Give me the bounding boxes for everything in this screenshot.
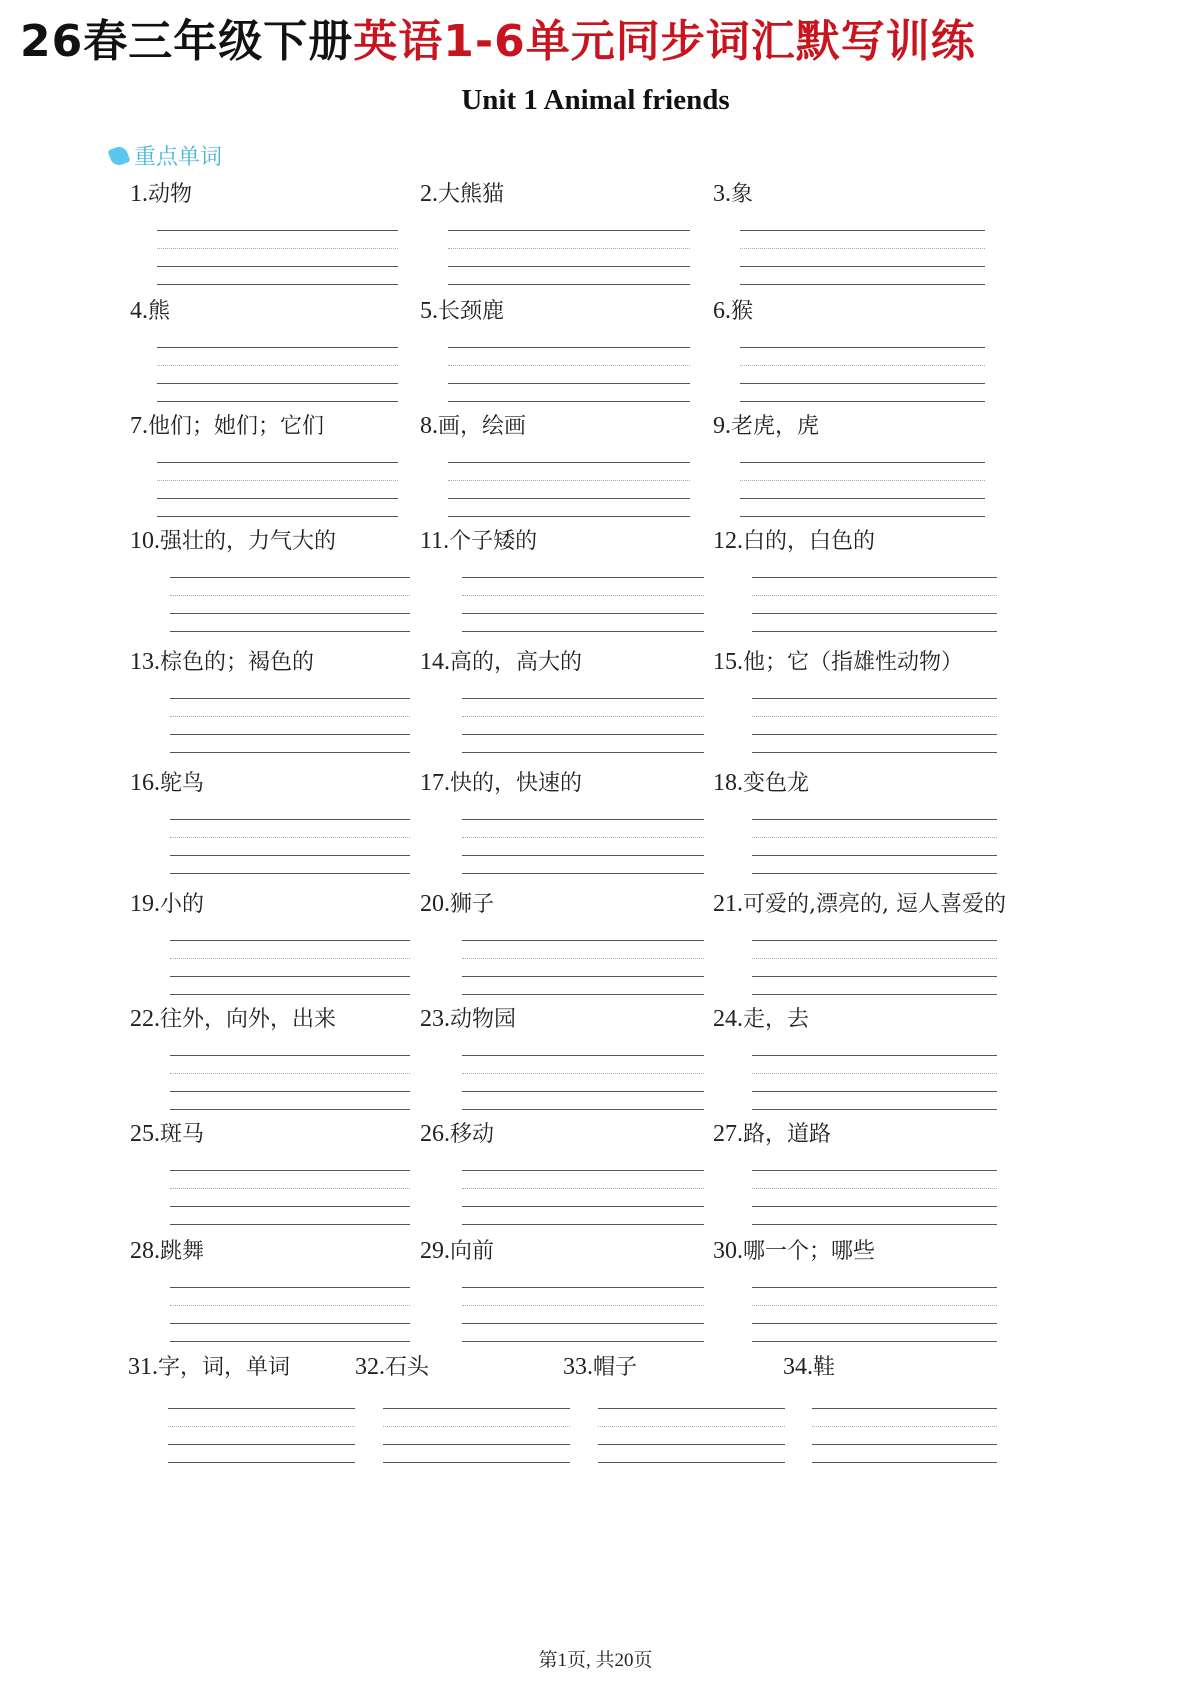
dotted-guide-line bbox=[448, 248, 690, 249]
vocab-prompt bbox=[130, 769, 204, 798]
vocab-prompt bbox=[420, 1120, 494, 1149]
item-number: 9. bbox=[713, 413, 731, 439]
item-meaning: 石头 bbox=[385, 1355, 430, 1380]
item-number: 11. bbox=[420, 528, 450, 554]
writing-lines[interactable] bbox=[170, 1287, 410, 1347]
item-number: 26. bbox=[420, 1121, 450, 1147]
guide-line bbox=[170, 734, 410, 735]
writing-lines[interactable] bbox=[462, 1055, 704, 1115]
guide-line bbox=[157, 498, 398, 499]
document-title bbox=[20, 14, 1180, 70]
vocab-prompt bbox=[420, 648, 582, 677]
item-meaning: 可爱的,漂亮的, 逗人喜爱的 bbox=[743, 892, 1006, 917]
vocab-prompt bbox=[420, 412, 526, 441]
guide-line bbox=[157, 462, 398, 463]
item-number: 1. bbox=[130, 181, 148, 207]
item-meaning: 个子矮的 bbox=[449, 529, 538, 554]
page-number: 第1页, 共20页 bbox=[538, 1650, 653, 1671]
item-number: 15. bbox=[713, 649, 743, 675]
item-meaning: 斑马 bbox=[160, 1122, 205, 1147]
vocab-prompt bbox=[130, 180, 192, 209]
vocab-prompt bbox=[420, 297, 504, 326]
dotted-guide-line bbox=[462, 595, 704, 596]
item-meaning: 大熊猫 bbox=[438, 182, 505, 207]
guide-line bbox=[168, 1408, 355, 1409]
dotted-guide-line bbox=[170, 1305, 410, 1306]
guide-line bbox=[752, 1323, 997, 1324]
guide-line bbox=[462, 994, 704, 995]
guide-line bbox=[170, 1224, 410, 1225]
guide-line bbox=[462, 698, 704, 699]
vocab-prompt bbox=[420, 1237, 494, 1266]
guide-line bbox=[752, 1287, 997, 1288]
guide-line bbox=[462, 1206, 704, 1207]
dotted-guide-line bbox=[598, 1426, 785, 1427]
guide-line bbox=[462, 1341, 704, 1342]
section-label: 重点单词 bbox=[134, 145, 223, 170]
guide-line bbox=[383, 1408, 570, 1409]
guide-line bbox=[462, 940, 704, 941]
item-meaning: 向前 bbox=[450, 1239, 495, 1264]
guide-line bbox=[170, 1287, 410, 1288]
dotted-guide-line bbox=[752, 1305, 997, 1306]
item-number: 12. bbox=[713, 528, 743, 554]
item-meaning: 移动 bbox=[450, 1122, 495, 1147]
dotted-guide-line bbox=[157, 480, 398, 481]
guide-line bbox=[448, 347, 690, 348]
writing-lines[interactable] bbox=[462, 940, 704, 1000]
vocab-prompt bbox=[130, 1237, 204, 1266]
vocab-prompt bbox=[130, 890, 204, 919]
dotted-guide-line bbox=[462, 1188, 704, 1189]
guide-line bbox=[598, 1462, 785, 1463]
guide-line bbox=[740, 383, 985, 384]
writing-lines[interactable] bbox=[740, 462, 985, 522]
item-number: 7. bbox=[130, 413, 148, 439]
guide-line bbox=[448, 284, 690, 285]
item-number: 3. bbox=[713, 181, 731, 207]
guide-line bbox=[812, 1408, 997, 1409]
guide-line bbox=[168, 1444, 355, 1445]
item-number: 23. bbox=[420, 1006, 450, 1032]
writing-lines[interactable] bbox=[170, 698, 410, 758]
vocab-prompt bbox=[713, 180, 753, 209]
item-number: 14. bbox=[420, 649, 450, 675]
item-number: 21. bbox=[713, 891, 743, 917]
item-meaning: 路，道路 bbox=[743, 1122, 832, 1147]
guide-line bbox=[170, 1109, 410, 1110]
item-number: 34. bbox=[783, 1354, 813, 1380]
item-meaning: 象 bbox=[731, 182, 754, 207]
guide-line bbox=[448, 462, 690, 463]
guide-line bbox=[170, 819, 410, 820]
guide-line bbox=[448, 516, 690, 517]
vocab-prompt bbox=[713, 297, 753, 326]
writing-lines[interactable] bbox=[752, 819, 997, 879]
guide-line bbox=[752, 994, 997, 995]
item-number: 29. bbox=[420, 1238, 450, 1264]
guide-line bbox=[752, 976, 997, 977]
guide-line bbox=[170, 873, 410, 874]
item-number: 16. bbox=[130, 770, 160, 796]
item-meaning: 跳舞 bbox=[160, 1239, 205, 1264]
dotted-guide-line bbox=[448, 480, 690, 481]
vocab-prompt bbox=[713, 648, 963, 677]
dotted-guide-line bbox=[170, 1073, 410, 1074]
guide-line bbox=[462, 613, 704, 614]
item-number: 19. bbox=[130, 891, 160, 917]
item-number: 33. bbox=[563, 1354, 593, 1380]
guide-line bbox=[462, 873, 704, 874]
vocab-prompt bbox=[783, 1353, 835, 1382]
guide-line bbox=[448, 401, 690, 402]
dotted-guide-line bbox=[462, 837, 704, 838]
dotted-guide-line bbox=[462, 1305, 704, 1306]
guide-line bbox=[448, 383, 690, 384]
guide-line bbox=[157, 347, 398, 348]
guide-line bbox=[170, 1323, 410, 1324]
writing-lines[interactable] bbox=[462, 1287, 704, 1347]
guide-line bbox=[462, 631, 704, 632]
vocab-prompt bbox=[130, 297, 170, 326]
dotted-guide-line bbox=[752, 1188, 997, 1189]
guide-line bbox=[740, 284, 985, 285]
unit-title: Unit 1 Animal friends bbox=[461, 84, 730, 116]
guide-line bbox=[157, 266, 398, 267]
guide-line bbox=[752, 1206, 997, 1207]
writing-lines[interactable] bbox=[157, 347, 398, 407]
guide-line bbox=[752, 940, 997, 941]
dotted-guide-line bbox=[170, 1188, 410, 1189]
guide-line bbox=[170, 940, 410, 941]
dotted-guide-line bbox=[170, 595, 410, 596]
item-meaning: 他；它（指雄性动物） bbox=[743, 650, 964, 675]
guide-line bbox=[170, 994, 410, 995]
dotted-guide-line bbox=[170, 716, 410, 717]
item-number: 5. bbox=[420, 298, 438, 324]
dotted-guide-line bbox=[383, 1426, 570, 1427]
guide-line bbox=[462, 577, 704, 578]
item-meaning: 鸵鸟 bbox=[160, 771, 205, 796]
vocab-prompt bbox=[713, 1120, 831, 1149]
guide-line bbox=[752, 698, 997, 699]
vocab-prompt bbox=[420, 527, 537, 556]
guide-line bbox=[462, 734, 704, 735]
guide-line bbox=[170, 631, 410, 632]
guide-line bbox=[752, 1109, 997, 1110]
dotted-guide-line bbox=[462, 716, 704, 717]
guide-line bbox=[170, 1341, 410, 1342]
item-meaning: 快的，快速的 bbox=[450, 771, 583, 796]
writing-lines[interactable] bbox=[752, 1055, 997, 1115]
vocab-prompt bbox=[713, 527, 875, 556]
dotted-guide-line bbox=[752, 837, 997, 838]
dotted-guide-line bbox=[168, 1426, 355, 1427]
guide-line bbox=[462, 855, 704, 856]
guide-line bbox=[740, 516, 985, 517]
vocab-prompt bbox=[130, 1005, 336, 1034]
vocab-prompt bbox=[420, 180, 504, 209]
item-number: 25. bbox=[130, 1121, 160, 1147]
item-meaning: 走，去 bbox=[743, 1007, 810, 1032]
guide-line bbox=[462, 1224, 704, 1225]
item-meaning: 往外，向外，出来 bbox=[160, 1007, 337, 1032]
item-meaning: 他们；她们；它们 bbox=[148, 414, 325, 439]
writing-lines[interactable] bbox=[157, 230, 398, 290]
guide-line bbox=[170, 1055, 410, 1056]
dotted-guide-line bbox=[740, 480, 985, 481]
item-meaning: 变色龙 bbox=[743, 771, 810, 796]
writing-lines[interactable] bbox=[168, 1408, 355, 1468]
guide-line bbox=[752, 819, 997, 820]
guide-line bbox=[462, 819, 704, 820]
dotted-guide-line bbox=[752, 958, 997, 959]
dotted-guide-line bbox=[462, 1073, 704, 1074]
item-number: 22. bbox=[130, 1006, 160, 1032]
guide-line bbox=[752, 1224, 997, 1225]
writing-lines[interactable] bbox=[157, 462, 398, 522]
writing-lines[interactable] bbox=[170, 819, 410, 879]
writing-lines[interactable] bbox=[170, 940, 410, 1000]
vocab-prompt bbox=[130, 648, 314, 677]
guide-line bbox=[740, 401, 985, 402]
dotted-guide-line bbox=[157, 365, 398, 366]
item-number: 32. bbox=[355, 1354, 385, 1380]
item-number: 18. bbox=[713, 770, 743, 796]
guide-line bbox=[170, 1170, 410, 1171]
item-meaning: 高的，高大的 bbox=[450, 650, 583, 675]
item-meaning: 狮子 bbox=[450, 892, 495, 917]
item-meaning: 帽子 bbox=[593, 1355, 638, 1380]
writing-lines[interactable] bbox=[752, 1287, 997, 1347]
item-meaning: 哪一个；哪些 bbox=[743, 1239, 876, 1264]
item-number: 28. bbox=[130, 1238, 160, 1264]
item-meaning: 棕色的；褐色的 bbox=[160, 650, 315, 675]
guide-line bbox=[462, 1055, 704, 1056]
guide-line bbox=[752, 752, 997, 753]
writing-lines[interactable] bbox=[752, 577, 997, 637]
dotted-guide-line bbox=[812, 1426, 997, 1427]
guide-line bbox=[168, 1462, 355, 1463]
item-number: 2. bbox=[420, 181, 438, 207]
guide-line bbox=[157, 230, 398, 231]
vocab-prompt bbox=[420, 769, 582, 798]
writing-lines[interactable] bbox=[740, 230, 985, 290]
guide-line bbox=[157, 284, 398, 285]
guide-line bbox=[462, 1287, 704, 1288]
guide-line bbox=[170, 976, 410, 977]
guide-line bbox=[462, 1323, 704, 1324]
vocab-prompt bbox=[713, 1005, 809, 1034]
guide-line bbox=[170, 752, 410, 753]
item-number: 13. bbox=[130, 649, 160, 675]
vocab-prompt bbox=[713, 769, 809, 798]
guide-line bbox=[812, 1444, 997, 1445]
guide-line bbox=[462, 1170, 704, 1171]
guide-line bbox=[812, 1462, 997, 1463]
vocab-prompt bbox=[420, 1005, 516, 1034]
dotted-guide-line bbox=[752, 716, 997, 717]
writing-lines[interactable] bbox=[448, 230, 690, 290]
guide-line bbox=[170, 855, 410, 856]
item-number: 24. bbox=[713, 1006, 743, 1032]
guide-line bbox=[170, 698, 410, 699]
guide-line bbox=[448, 498, 690, 499]
item-meaning: 画，绘画 bbox=[438, 414, 527, 439]
guide-line bbox=[740, 462, 985, 463]
item-number: 30. bbox=[713, 1238, 743, 1264]
guide-line bbox=[170, 1091, 410, 1092]
guide-line bbox=[752, 613, 997, 614]
vocab-prompt bbox=[713, 890, 1006, 919]
guide-line bbox=[157, 516, 398, 517]
vocab-prompt bbox=[355, 1353, 429, 1382]
guide-line bbox=[170, 613, 410, 614]
vocab-prompt bbox=[713, 412, 819, 441]
guide-line bbox=[740, 230, 985, 231]
guide-line bbox=[598, 1408, 785, 1409]
item-number: 6. bbox=[713, 298, 731, 324]
guide-line bbox=[752, 734, 997, 735]
guide-line bbox=[383, 1444, 570, 1445]
item-meaning: 小的 bbox=[160, 892, 205, 917]
vocab-prompt bbox=[713, 1237, 875, 1266]
item-number: 20. bbox=[420, 891, 450, 917]
writing-lines[interactable] bbox=[752, 698, 997, 758]
writing-lines[interactable] bbox=[462, 1170, 704, 1230]
writing-lines[interactable] bbox=[598, 1408, 785, 1468]
vocab-prompt bbox=[563, 1353, 637, 1382]
vocab-prompt bbox=[128, 1353, 290, 1382]
guide-line bbox=[462, 976, 704, 977]
item-number: 10. bbox=[130, 528, 160, 554]
writing-lines[interactable] bbox=[812, 1408, 997, 1468]
dotted-guide-line bbox=[170, 958, 410, 959]
item-meaning: 白的，白色的 bbox=[743, 529, 876, 554]
guide-line bbox=[740, 347, 985, 348]
dotted-guide-line bbox=[170, 837, 410, 838]
item-meaning: 猴 bbox=[731, 299, 754, 324]
guide-line bbox=[462, 752, 704, 753]
item-meaning: 老虎，虎 bbox=[731, 414, 820, 439]
dotted-guide-line bbox=[740, 365, 985, 366]
writing-lines[interactable] bbox=[170, 1170, 410, 1230]
dotted-guide-line bbox=[462, 958, 704, 959]
guide-line bbox=[752, 577, 997, 578]
guide-line bbox=[383, 1462, 570, 1463]
writing-lines[interactable] bbox=[462, 698, 704, 758]
guide-line bbox=[752, 1170, 997, 1171]
writing-lines[interactable] bbox=[170, 577, 410, 637]
item-meaning: 字，词，单词 bbox=[158, 1355, 291, 1380]
vocab-prompt bbox=[130, 527, 336, 556]
guide-line bbox=[752, 855, 997, 856]
item-meaning: 动物 bbox=[148, 182, 193, 207]
item-number: 17. bbox=[420, 770, 450, 796]
item-number: 31. bbox=[128, 1354, 158, 1380]
item-number: 8. bbox=[420, 413, 438, 439]
vocab-prompt bbox=[420, 890, 494, 919]
item-meaning: 强壮的，力气大的 bbox=[160, 529, 337, 554]
guide-line bbox=[740, 266, 985, 267]
guide-line bbox=[170, 1206, 410, 1207]
item-number: 27. bbox=[713, 1121, 743, 1147]
guide-line bbox=[448, 230, 690, 231]
dotted-guide-line bbox=[752, 1073, 997, 1074]
guide-line bbox=[157, 401, 398, 402]
writing-lines[interactable] bbox=[740, 347, 985, 407]
guide-line bbox=[462, 1091, 704, 1092]
dotted-guide-line bbox=[157, 248, 398, 249]
guide-line bbox=[752, 631, 997, 632]
pencil-icon bbox=[107, 144, 130, 167]
writing-lines[interactable] bbox=[448, 462, 690, 522]
item-number: 4. bbox=[130, 298, 148, 324]
title-grade: 26春三年级下册 bbox=[20, 16, 354, 67]
vocab-prompt bbox=[130, 1120, 204, 1149]
guide-line bbox=[752, 873, 997, 874]
writing-lines[interactable] bbox=[752, 1170, 997, 1230]
guide-line bbox=[170, 577, 410, 578]
guide-line bbox=[752, 1341, 997, 1342]
writing-lines[interactable] bbox=[170, 1055, 410, 1115]
writing-lines[interactable] bbox=[448, 347, 690, 407]
item-meaning: 鞋 bbox=[813, 1355, 836, 1380]
guide-line bbox=[598, 1444, 785, 1445]
guide-line bbox=[462, 1109, 704, 1110]
vocab-prompt bbox=[130, 412, 324, 441]
dotted-guide-line bbox=[752, 595, 997, 596]
guide-line bbox=[740, 498, 985, 499]
guide-line bbox=[752, 1091, 997, 1092]
item-meaning: 熊 bbox=[148, 299, 171, 324]
section-heading bbox=[110, 140, 222, 171]
writing-lines[interactable] bbox=[462, 577, 704, 637]
item-meaning: 动物园 bbox=[450, 1007, 517, 1032]
guide-line bbox=[157, 383, 398, 384]
writing-lines[interactable] bbox=[462, 819, 704, 879]
title-subject: 英语1-6单元同步词汇默写训练 bbox=[353, 16, 976, 67]
dotted-guide-line bbox=[448, 365, 690, 366]
writing-lines[interactable] bbox=[383, 1408, 570, 1468]
guide-line bbox=[448, 266, 690, 267]
item-meaning: 长颈鹿 bbox=[438, 299, 505, 324]
dotted-guide-line bbox=[740, 248, 985, 249]
guide-line bbox=[752, 1055, 997, 1056]
writing-lines[interactable] bbox=[752, 940, 997, 1000]
